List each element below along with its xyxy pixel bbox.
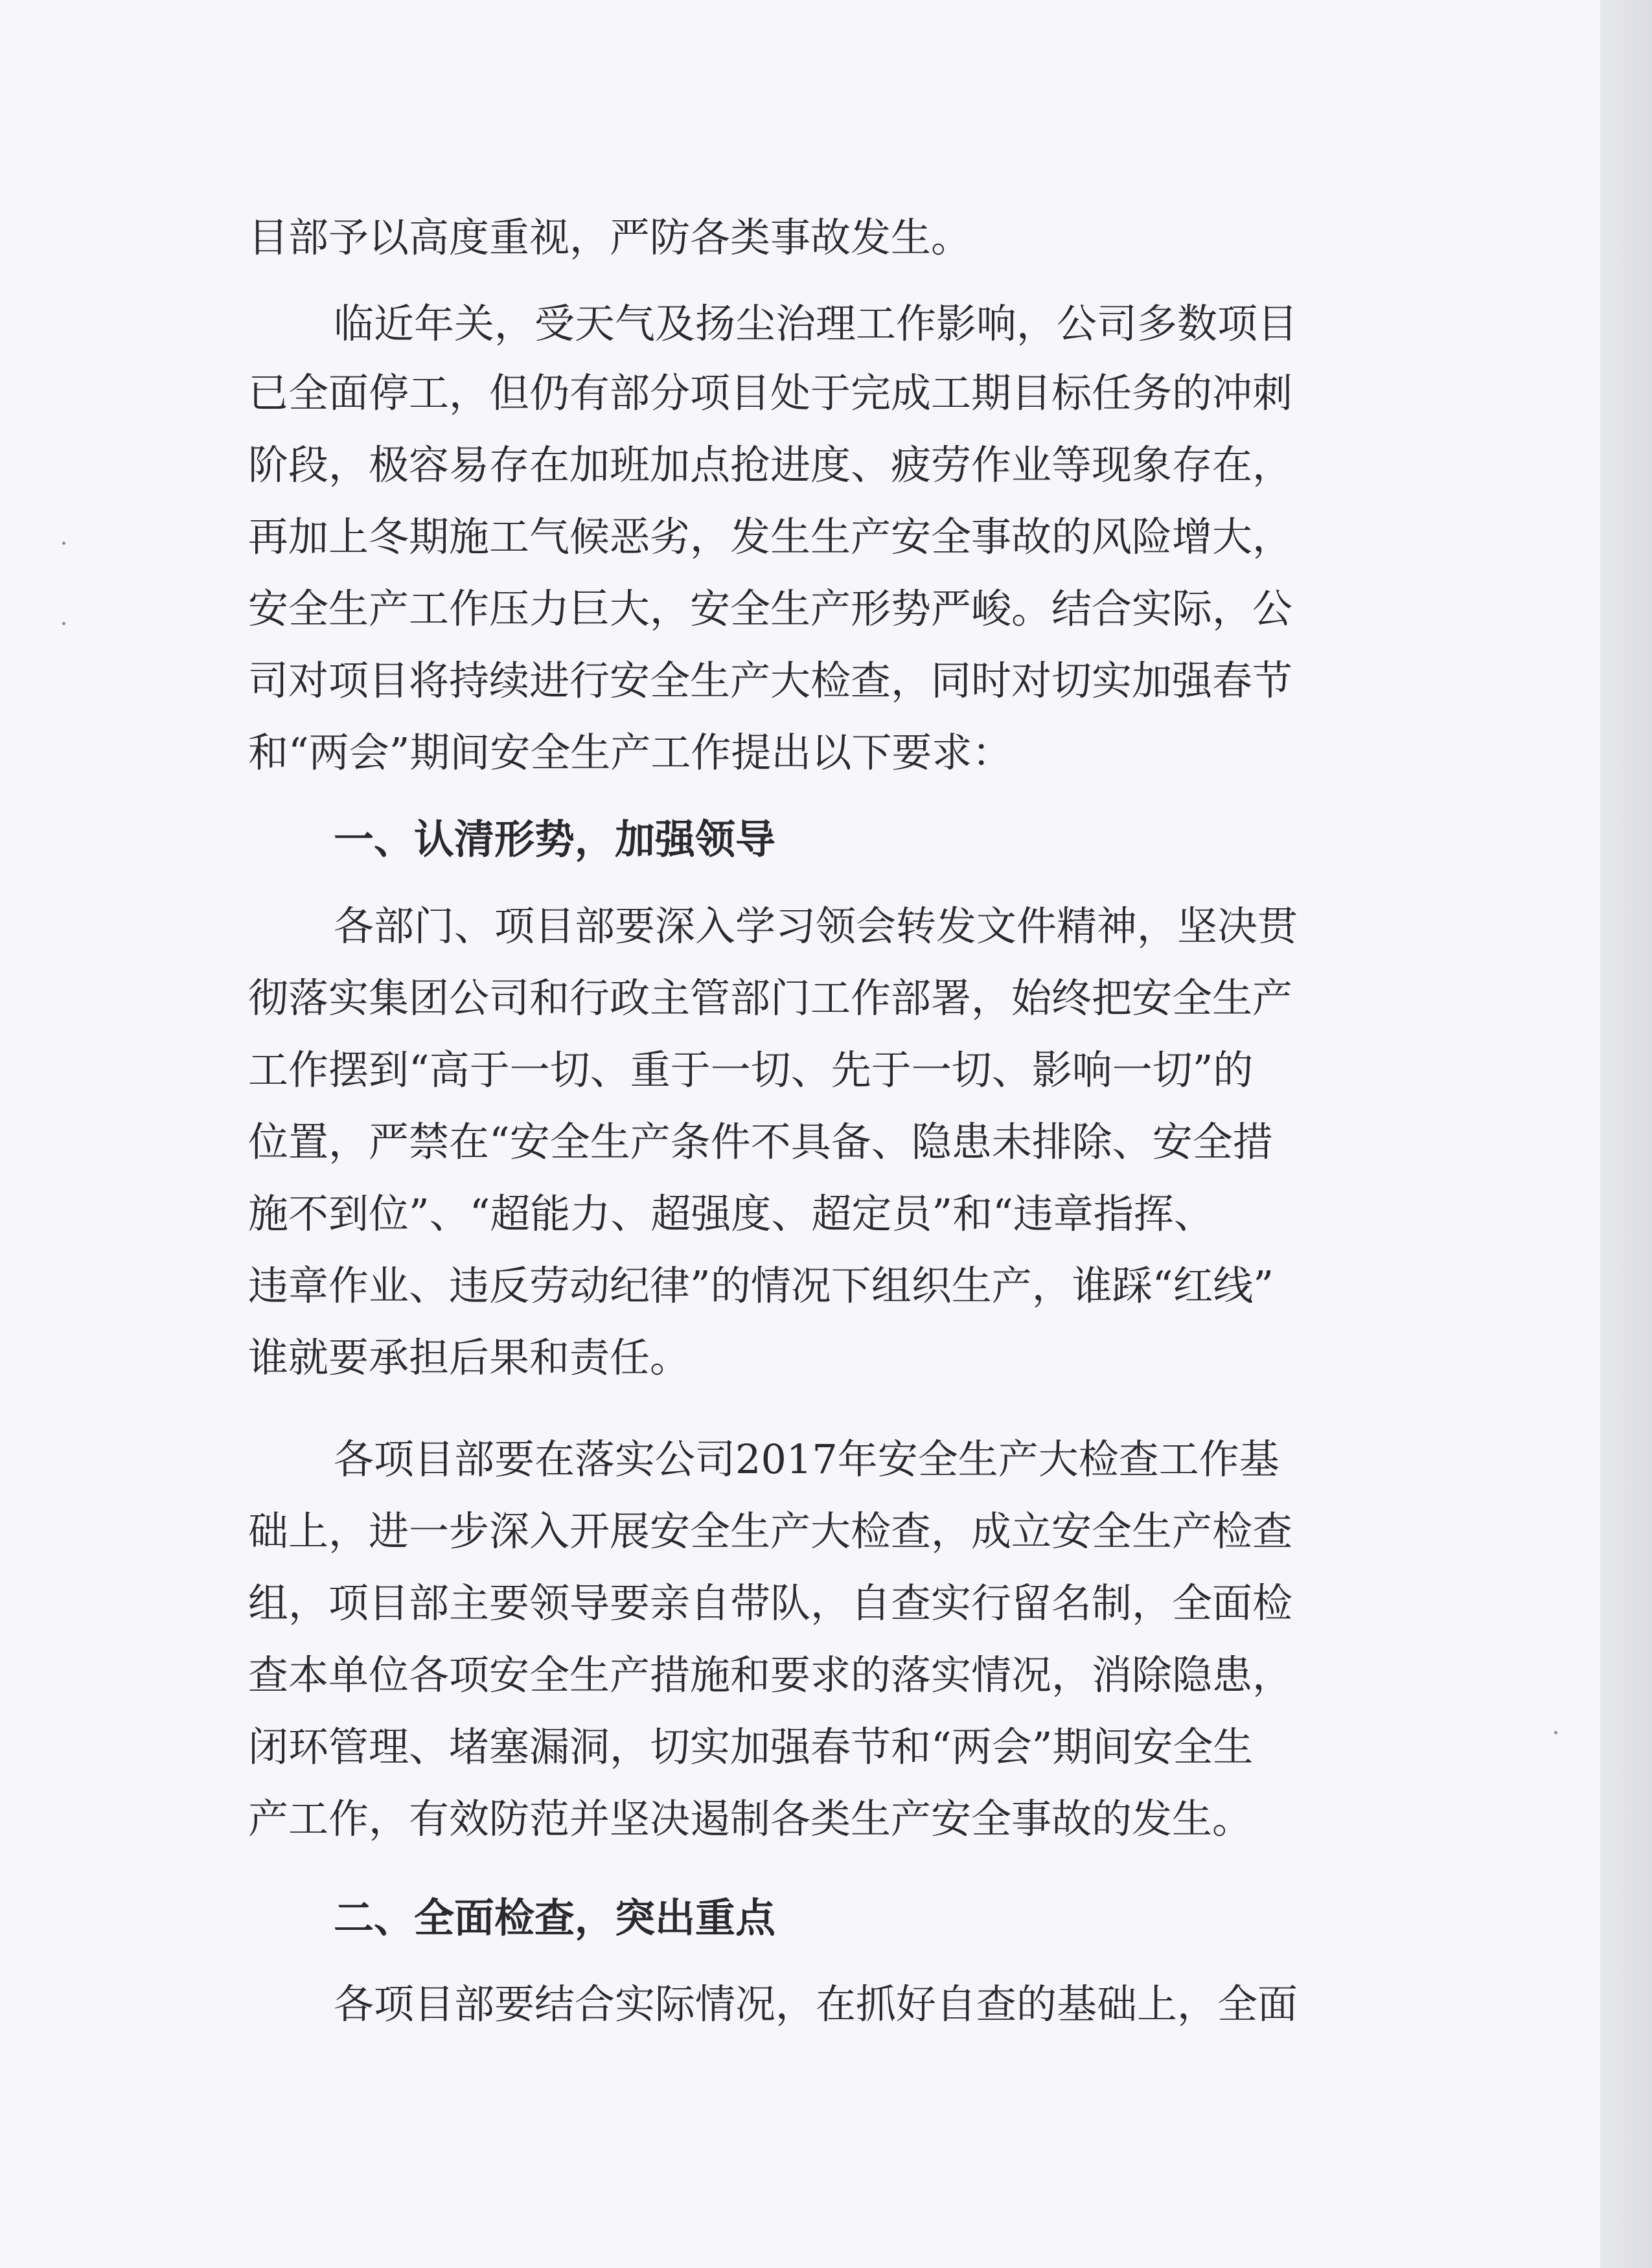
text-line: 工作摆到“高于一切、重于一切、先于一切、影响一切”的 <box>248 1046 1254 1094</box>
text-line: 司对项目将持续进行安全生产大检查，同时对切实加强春节 <box>248 657 1293 704</box>
text-line: 础上，进一步深入开展安全生产大检查，成立安全生产检查 <box>248 1507 1293 1555</box>
scan-speck <box>1554 1731 1557 1734</box>
text-line: 违章作业、违反劳动纪律”的情况下组织生产，谁踩“红线” <box>248 1262 1274 1309</box>
scan-speck <box>62 622 65 625</box>
text-line: 产工作，有效防范并坚决遏制各类生产安全事故的发生。 <box>248 1795 1253 1842</box>
text-line: 阶段，极容易存在加班加点抢进度、疲劳作业等现象存在， <box>248 441 1293 488</box>
text-line: 和“两会”期间安全生产工作提出以下要求： <box>248 729 1013 776</box>
paragraph-first-line: 各项目部要结合实际情况，在抓好自查的基础上，全面 <box>334 1980 1298 2028</box>
paragraph-first-line: 各项目部要在落实公司2017年安全生产大检查工作基 <box>334 1436 1279 1483</box>
section-heading-1: 一、认清形势，加强领导 <box>334 816 776 863</box>
text-line: 已全面停工，但仍有部分项目处于完成工期目标任务的冲刺 <box>248 369 1293 417</box>
text-line: 闭环管理、堵塞漏洞，切实加强春节和“两会”期间安全生 <box>248 1723 1254 1770</box>
text-line: 位置，严禁在“安全生产条件不具备、隐患未排除、安全措 <box>248 1118 1273 1165</box>
text-line: 彻落实集团公司和行政主管部门工作部署，始终把安全生产 <box>248 974 1293 1022</box>
text-line: 安全生产工作压力巨大，安全生产形势严峻。结合实际，公 <box>248 585 1293 632</box>
paragraph-first-line: 各部门、项目部要深入学习领会转发文件精神，坚决贯 <box>334 902 1298 950</box>
text-line: 查本单位各项安全生产措施和要求的落实情况，消除隐患， <box>248 1651 1293 1699</box>
scan-speck <box>62 542 65 545</box>
text-line: 目部予以高度重视，严防各类事故发生。 <box>248 214 972 261</box>
text-line: 施不到位”、“超能力、超强度、超定员”和“违章指挥、 <box>248 1190 1214 1237</box>
paragraph-first-line: 临近年关，受天气及扬尘治理工作影响，公司多数项目 <box>334 300 1298 347</box>
paper-edge-shadow <box>1600 0 1652 2268</box>
section-heading-2: 二、全面检查，突出重点 <box>334 1894 776 1942</box>
text-line: 组，项目部主要领导要亲自带队，自查实行留名制，全面检 <box>248 1579 1293 1627</box>
text-line: 再加上冬期施工气候恶劣，发生生产安全事故的风险增大， <box>248 513 1293 560</box>
text-line: 谁就要承担后果和责任。 <box>248 1334 691 1381</box>
